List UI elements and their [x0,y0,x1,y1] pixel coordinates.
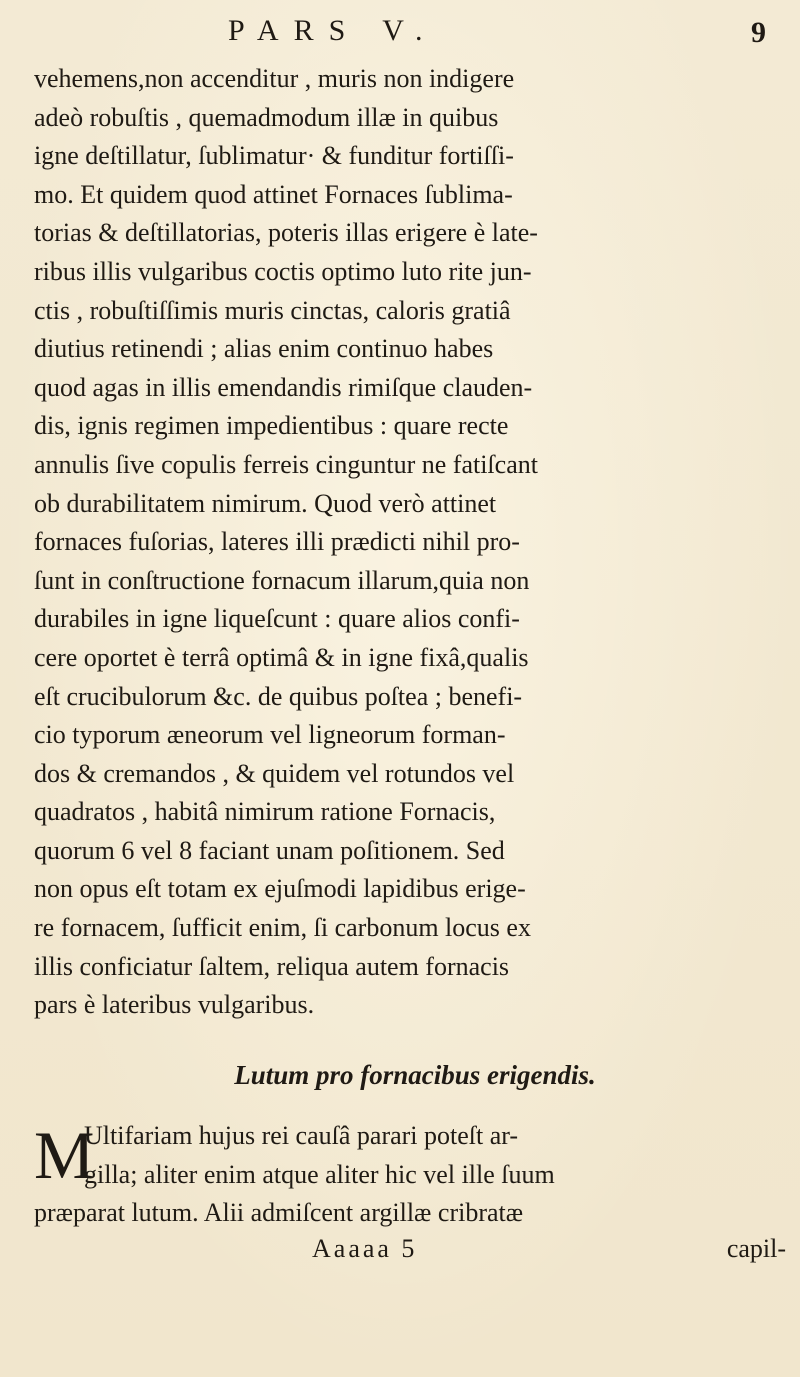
running-head: PARS V. [228,14,438,47]
text-line: fornaces fuſorias, lateres illi prædicti nihil pro- [34,527,520,557]
text-line: ſunt in conſtructione fornacum illarum,quia non [34,565,530,595]
text-line: adeò robuſtis , quemadmodum illæ in quibus [34,102,499,132]
signature-mark: Aaaaa 5 [312,1234,418,1263]
text-line: quod agas in illis emendandis rimiſque clauden- [34,372,533,402]
text-line: non opus eſt totam ex ejuſmodi lapidibus erige- [34,874,526,904]
text-line: illis conficiatur ſaltem, reliqua autem fornacis [34,951,510,981]
main-paragraph [34,60,794,1025]
section-heading: Lutum pro fornacibus erigendis. [234,1060,596,1090]
text-line: re fornacem, ſufficit enim, ſi carbonum locus ex [34,913,531,943]
text-line: cere oportet è terrâ optimâ & in igne fixâ,qualis [34,642,529,672]
text-line: diutius retinendi ; alias enim continuo habes [34,334,494,364]
text-line: ob durabilitatem nimirum. Quod verò attinet [34,488,497,518]
text-line: pars è lateribus vulgaribus. [34,990,315,1020]
text-line: dos & cremandos , & quidem vel rotundos vel [34,758,515,788]
page-header [0,6,800,56]
page-number: 9 [751,16,766,49]
text-line: gilla; aliter enim atque aliter hic vel ille ſuum [84,1159,555,1189]
text-line: durabiles in igne liqueſcunt : quare alios confi- [34,604,520,634]
text-line: ctis , robuſtiſſimis muris cinctas, caloris gratiâ [34,295,511,325]
text-line: Ultifariam hujus rei cauſâ parari poteſt ar- [84,1121,519,1150]
text-line: præparat lutum. Alii admiſcent argillæ cribratæ [34,1198,524,1228]
text-line: quorum 6 vel 8 faciant unam poſitionem. Sed [34,835,505,865]
second-paragraph [34,1117,794,1233]
text-line: torias & deſtillatorias, poteris illas erigere è late- [34,218,538,248]
text-line: annulis ſive copulis ferreis cinguntur ne fatiſcant [34,449,538,479]
drop-initial: M [34,1117,95,1193]
text-line: quadratos , habitâ nimirum ratione Fornacis, [34,797,496,827]
text-line: dis, ignis regimen impedientibus : quare recte [34,411,509,441]
page-footer [34,1234,794,1274]
text-line: cio typorum æneorum vel ligneorum forman- [34,720,506,750]
text-line: vehemens,non accenditur , muris non indigere [34,64,515,93]
text-line: igne deſtillatur, ſublimatur· & funditur fortiſſi- [34,141,514,171]
text-line: ribus illis vulgaribus coctis optimo luto rite jun- [34,256,532,286]
catchword: capil- [726,1234,786,1263]
text-line: mo. Et quidem quod attinet Fornaces ſublima- [34,179,513,209]
text-line: eſt crucibulorum &c. de quibus poſtea ; benefi- [34,681,523,711]
